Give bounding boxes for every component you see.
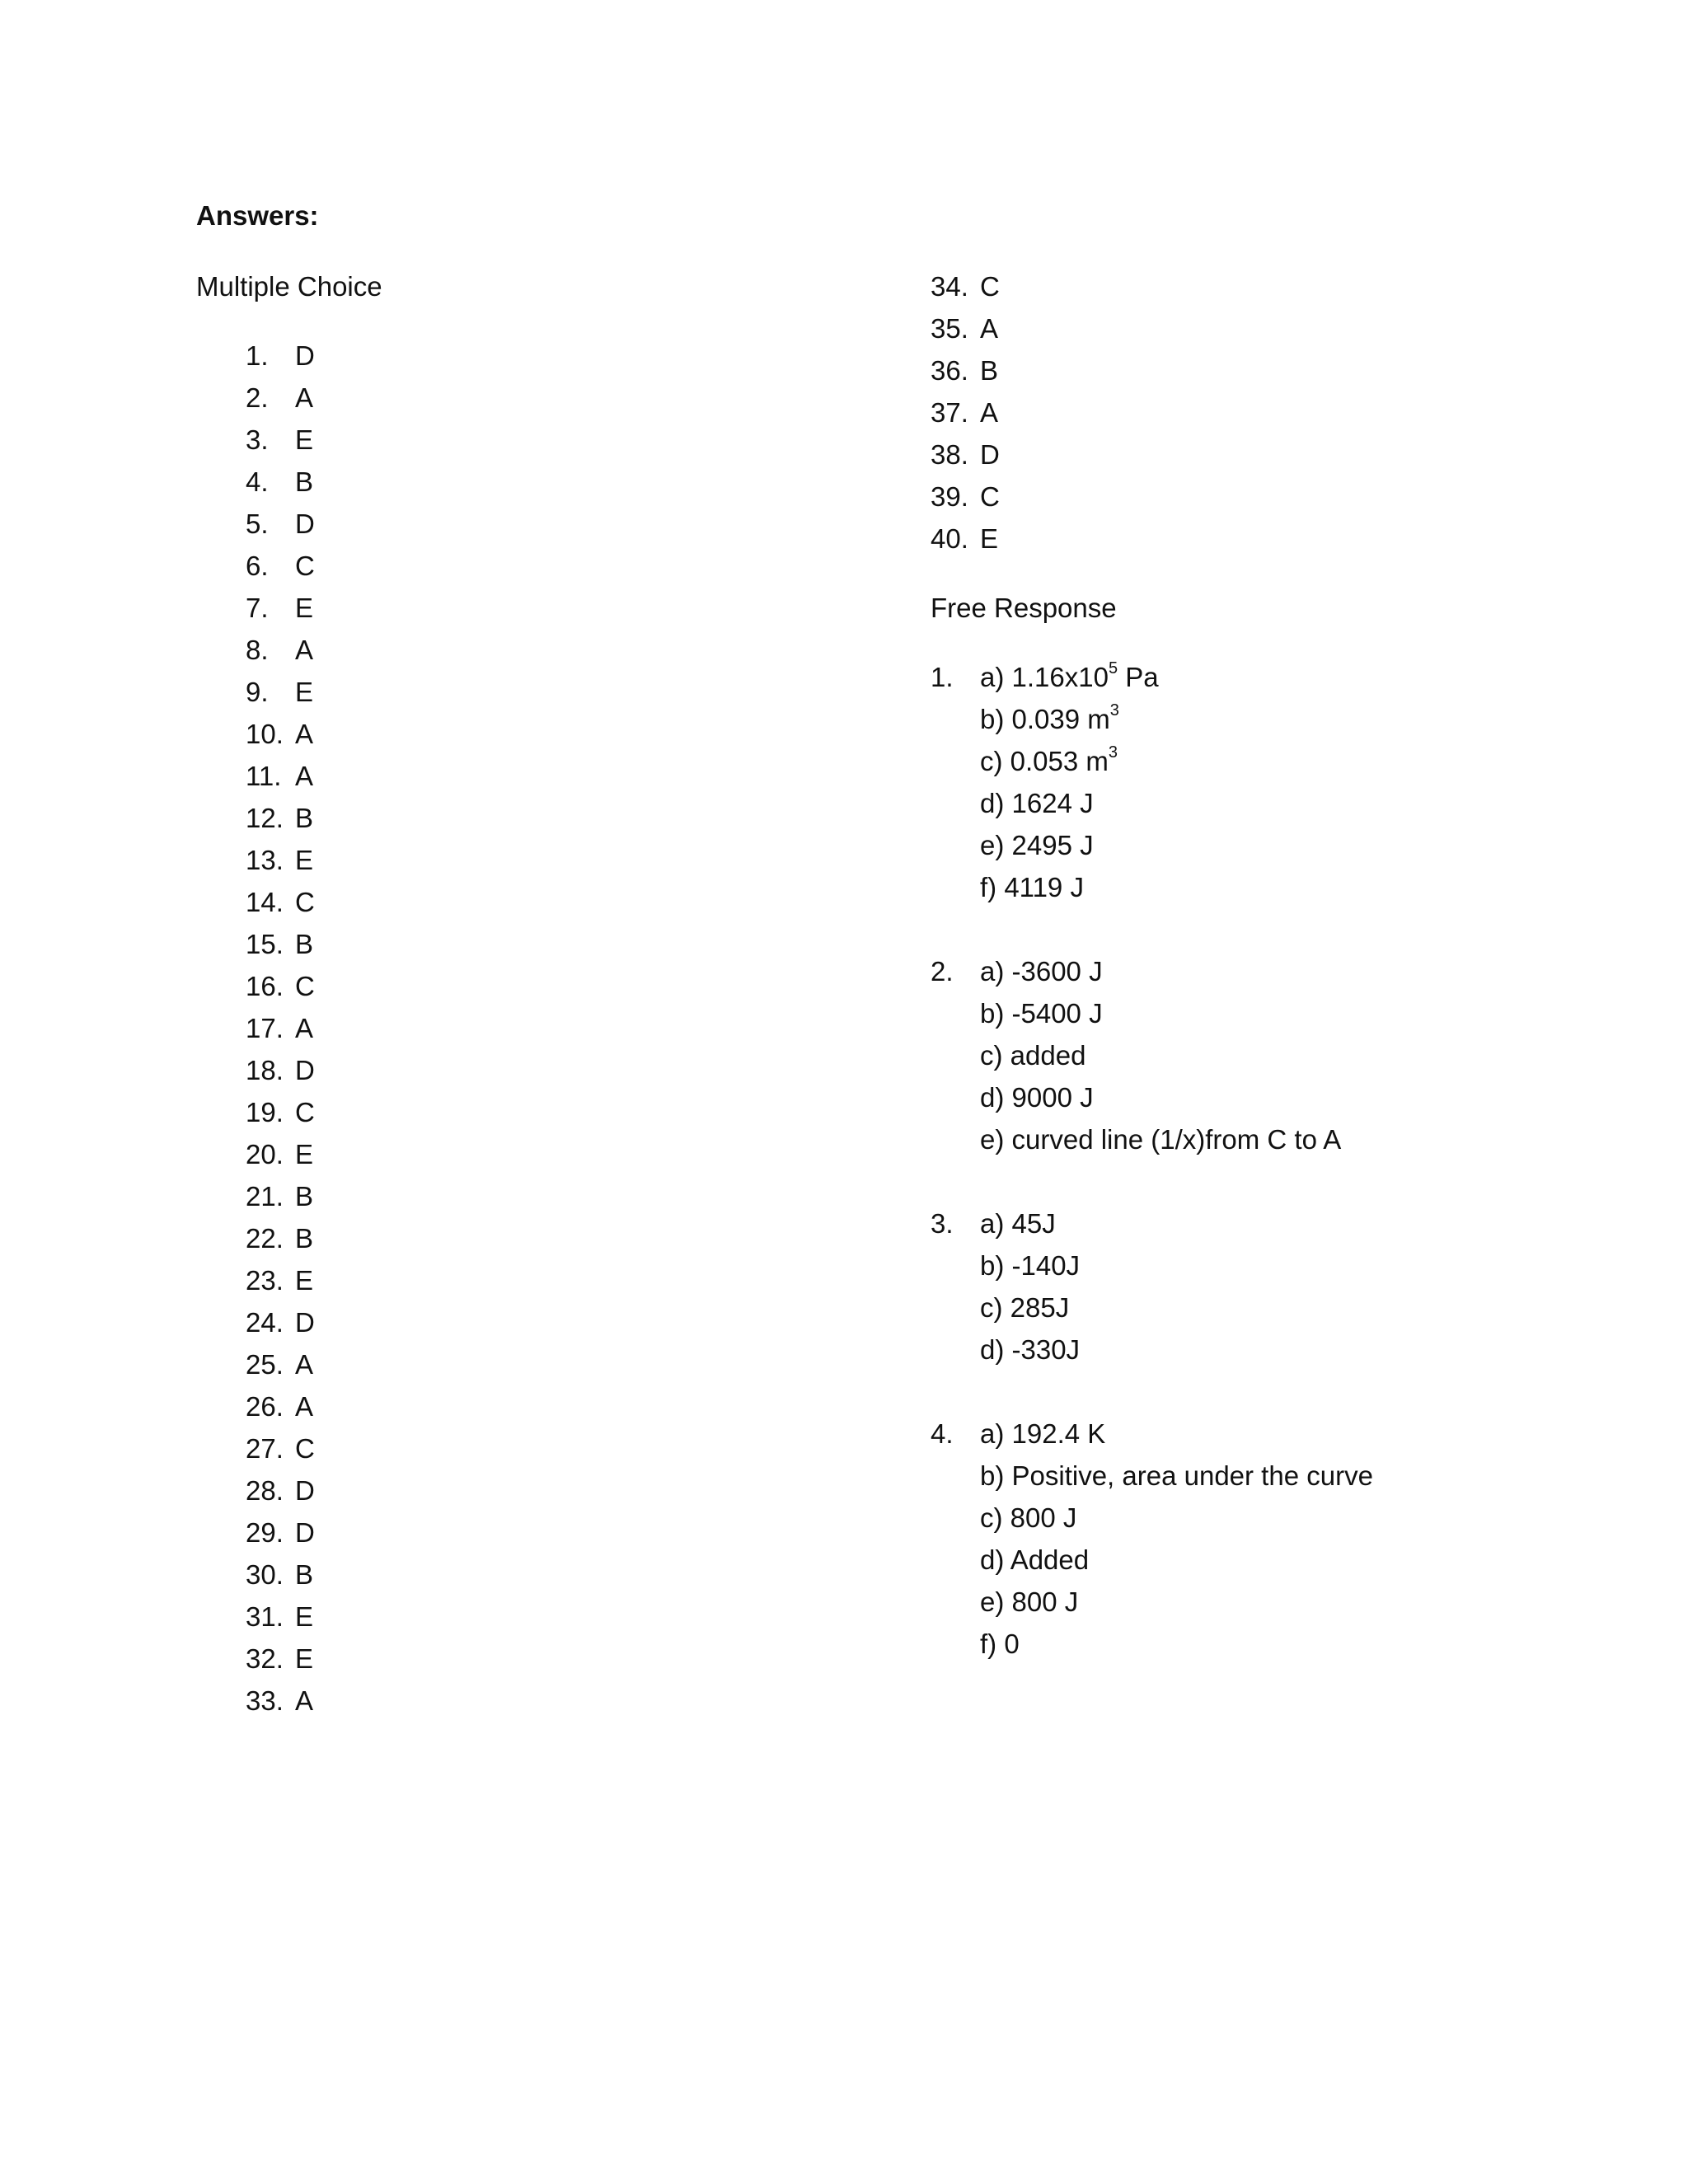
answer-number: 18. (246, 1055, 284, 1085)
free-response-question (931, 1413, 1590, 1665)
answer-item (931, 265, 1590, 307)
answer-item (931, 434, 1590, 476)
question-part (980, 1455, 1373, 1497)
answer-number: 13. (246, 845, 284, 875)
exponent: 3 (1109, 701, 1119, 719)
answer-number: 3. (246, 424, 269, 455)
question-part (980, 698, 1159, 740)
part-text: d) 1624 J (980, 788, 1094, 818)
question-part (980, 1623, 1373, 1665)
answer-letter: A (295, 1391, 314, 1422)
answer-letter: E (295, 1265, 314, 1296)
answer-number: 23. (246, 1265, 284, 1296)
question-part (980, 782, 1159, 824)
question-part (980, 1034, 1341, 1076)
answer-number: 22. (246, 1223, 284, 1254)
answer-number: 34. (931, 271, 968, 302)
answer-letter: E (295, 1643, 314, 1674)
answer-item (246, 1680, 773, 1722)
multiple-choice-list-left (196, 335, 773, 1722)
part-text: c) added (980, 1040, 1086, 1071)
answer-item (246, 461, 773, 503)
answer-letter: A (980, 397, 999, 428)
answer-letter: B (295, 1559, 314, 1590)
question-part (980, 950, 1341, 992)
answer-number: 38. (931, 439, 968, 470)
answer-number: 30. (246, 1559, 284, 1590)
answer-number: 17. (246, 1013, 284, 1043)
answer-item (246, 587, 773, 629)
answer-item (931, 307, 1590, 349)
answer-item (246, 881, 773, 923)
answer-number: 21. (246, 1181, 284, 1212)
part-text: b) -5400 J (980, 998, 1103, 1029)
question-number: 2. (931, 956, 954, 987)
answer-letter: A (295, 1685, 314, 1716)
answer-item (246, 797, 773, 839)
answer-letter: A (295, 719, 314, 749)
question-parts (980, 656, 1159, 908)
question-part (980, 1202, 1080, 1244)
question-part (980, 740, 1159, 782)
answer-letter: D (980, 439, 1000, 470)
part-text: d) -330J (980, 1334, 1081, 1365)
answer-letter: C (295, 887, 315, 917)
answer-letter: A (295, 1349, 314, 1380)
answer-letter: A (295, 761, 314, 791)
answer-letter: D (295, 1517, 315, 1548)
question-part (980, 656, 1159, 698)
answer-number: 25. (246, 1349, 284, 1380)
free-response-question (931, 656, 1590, 908)
question-part (980, 1497, 1373, 1539)
free-response-question (931, 1202, 1590, 1371)
answer-number: 7. (246, 593, 269, 623)
question-part (980, 1581, 1373, 1623)
answer-letter: E (295, 1601, 314, 1632)
part-text: f) 0 (980, 1629, 1020, 1659)
answer-item (246, 671, 773, 713)
question-part (980, 824, 1159, 866)
answer-letter: A (295, 1013, 314, 1043)
part-unit: Pa (1118, 662, 1159, 692)
answer-letter: B (295, 929, 314, 959)
answer-number: 6. (246, 551, 269, 581)
answer-number: 15. (246, 929, 284, 959)
answer-letter: E (295, 424, 314, 455)
answer-item (246, 1596, 773, 1638)
part-text: a) -3600 J (980, 956, 1103, 987)
answer-item (246, 335, 773, 377)
question-parts (980, 1413, 1373, 1665)
answer-number: 11. (246, 761, 282, 791)
part-text: a) 1.16x10 (980, 662, 1109, 692)
answer-letter: C (980, 481, 1000, 512)
answer-number: 24. (246, 1307, 284, 1338)
part-text: c) 800 J (980, 1502, 1077, 1533)
answer-letter: D (295, 1055, 315, 1085)
exponent: 5 (1108, 659, 1118, 677)
answer-item (246, 545, 773, 587)
page-heading: Answers: (196, 200, 319, 231)
answer-item (246, 1301, 773, 1343)
answer-item (246, 503, 773, 545)
part-text: d) 9000 J (980, 1082, 1094, 1113)
answer-letter: E (295, 1139, 314, 1169)
answer-item (246, 1175, 773, 1217)
answer-number: 19. (246, 1097, 284, 1127)
answer-item (246, 1007, 773, 1049)
part-text: c) 0.053 m (980, 746, 1109, 776)
answer-letter: E (295, 593, 314, 623)
answer-letter: B (295, 1181, 314, 1212)
answer-number: 20. (246, 1139, 284, 1169)
part-text: b) 0.039 m (980, 704, 1110, 734)
question-parts (980, 950, 1341, 1160)
answer-number: 2. (246, 382, 269, 413)
answer-number: 36. (931, 355, 968, 386)
answer-letter: B (295, 1223, 314, 1254)
answer-number: 33. (246, 1685, 284, 1716)
answer-item (246, 1554, 773, 1596)
free-response-title: Free Response (931, 593, 1117, 623)
answer-number: 26. (246, 1391, 284, 1422)
question-part (980, 1539, 1373, 1581)
answer-item (246, 755, 773, 797)
answer-number: 31. (246, 1601, 284, 1632)
answer-item (246, 713, 773, 755)
question-number: 3. (931, 1208, 954, 1239)
answer-number: 16. (246, 971, 284, 1001)
answer-letter: D (295, 340, 315, 371)
answer-item (246, 1343, 773, 1385)
answer-number: 29. (246, 1517, 284, 1548)
answer-item (246, 419, 773, 461)
question-part (980, 1076, 1341, 1118)
answer-letter: C (980, 271, 1000, 302)
answer-number: 10. (246, 719, 284, 749)
answer-number: 40. (931, 523, 968, 554)
answer-number: 14. (246, 887, 284, 917)
free-response-list (931, 656, 1590, 1665)
part-text: a) 45J (980, 1208, 1056, 1239)
question-parts (980, 1202, 1080, 1371)
answer-letter: C (295, 1097, 315, 1127)
answer-item (246, 1259, 773, 1301)
exponent: 3 (1108, 743, 1118, 762)
question-number: 1. (931, 662, 954, 692)
answer-letter: B (295, 803, 314, 833)
left-column (196, 265, 773, 1722)
answer-letter: B (980, 355, 999, 386)
part-text: e) curved line (1/x)from C to A (980, 1124, 1342, 1155)
right-column (931, 265, 1590, 1707)
part-text: e) 800 J (980, 1586, 1079, 1617)
answer-number: 5. (246, 509, 269, 539)
answer-letter: D (295, 1475, 315, 1506)
part-text: e) 2495 J (980, 830, 1094, 860)
answer-item (246, 1511, 773, 1554)
answer-number: 28. (246, 1475, 284, 1506)
multiple-choice-list-right (931, 265, 1590, 560)
answer-item (246, 839, 773, 881)
answer-item (931, 391, 1590, 434)
answer-item (931, 349, 1590, 391)
question-part (980, 1329, 1080, 1371)
answer-number: 35. (931, 313, 968, 344)
answer-item (246, 923, 773, 965)
question-number: 4. (931, 1418, 954, 1449)
answer-item (246, 1049, 773, 1091)
part-text: b) Positive, area under the curve (980, 1460, 1373, 1491)
answer-number: 32. (246, 1643, 284, 1674)
answer-item (246, 1385, 773, 1427)
part-text: c) 285J (980, 1292, 1070, 1323)
answer-item (931, 476, 1590, 518)
answer-letter: C (295, 551, 315, 581)
free-response-question (931, 950, 1590, 1160)
answer-item (246, 1638, 773, 1680)
question-part (980, 1244, 1080, 1286)
answer-item (246, 629, 773, 671)
answer-item (246, 377, 773, 419)
answer-number: 39. (931, 481, 968, 512)
answer-letter: E (980, 523, 999, 554)
part-text: d) Added (980, 1544, 1090, 1575)
answer-number: 9. (246, 677, 269, 707)
multiple-choice-title: Multiple Choice (196, 271, 382, 302)
answer-letter: A (980, 313, 999, 344)
answer-letter: E (295, 677, 314, 707)
part-text: f) 4119 J (980, 872, 1084, 902)
answer-letter: A (295, 635, 314, 665)
part-text: a) 192.4 K (980, 1418, 1106, 1449)
answer-letter: C (295, 971, 315, 1001)
answer-item (246, 1133, 773, 1175)
answer-number: 1. (246, 340, 269, 371)
answer-number: 12. (246, 803, 284, 833)
answer-letter: E (295, 845, 314, 875)
answer-item (246, 1427, 773, 1469)
answer-number: 37. (931, 397, 968, 428)
answer-letter: D (295, 1307, 315, 1338)
question-part (980, 866, 1159, 908)
answer-item (246, 965, 773, 1007)
answer-letter: A (295, 382, 314, 413)
answer-item (246, 1217, 773, 1259)
answer-item (246, 1469, 773, 1511)
answer-item (931, 518, 1590, 560)
part-text: b) -140J (980, 1250, 1081, 1281)
question-part (980, 1118, 1341, 1160)
answer-letter: C (295, 1433, 315, 1464)
answer-item (246, 1091, 773, 1133)
answer-letter: B (295, 466, 314, 497)
question-part (980, 1413, 1373, 1455)
answer-number: 8. (246, 635, 269, 665)
question-part (980, 992, 1341, 1034)
answer-number: 27. (246, 1433, 284, 1464)
question-part (980, 1286, 1080, 1329)
answer-number: 4. (246, 466, 269, 497)
answer-letter: D (295, 509, 315, 539)
